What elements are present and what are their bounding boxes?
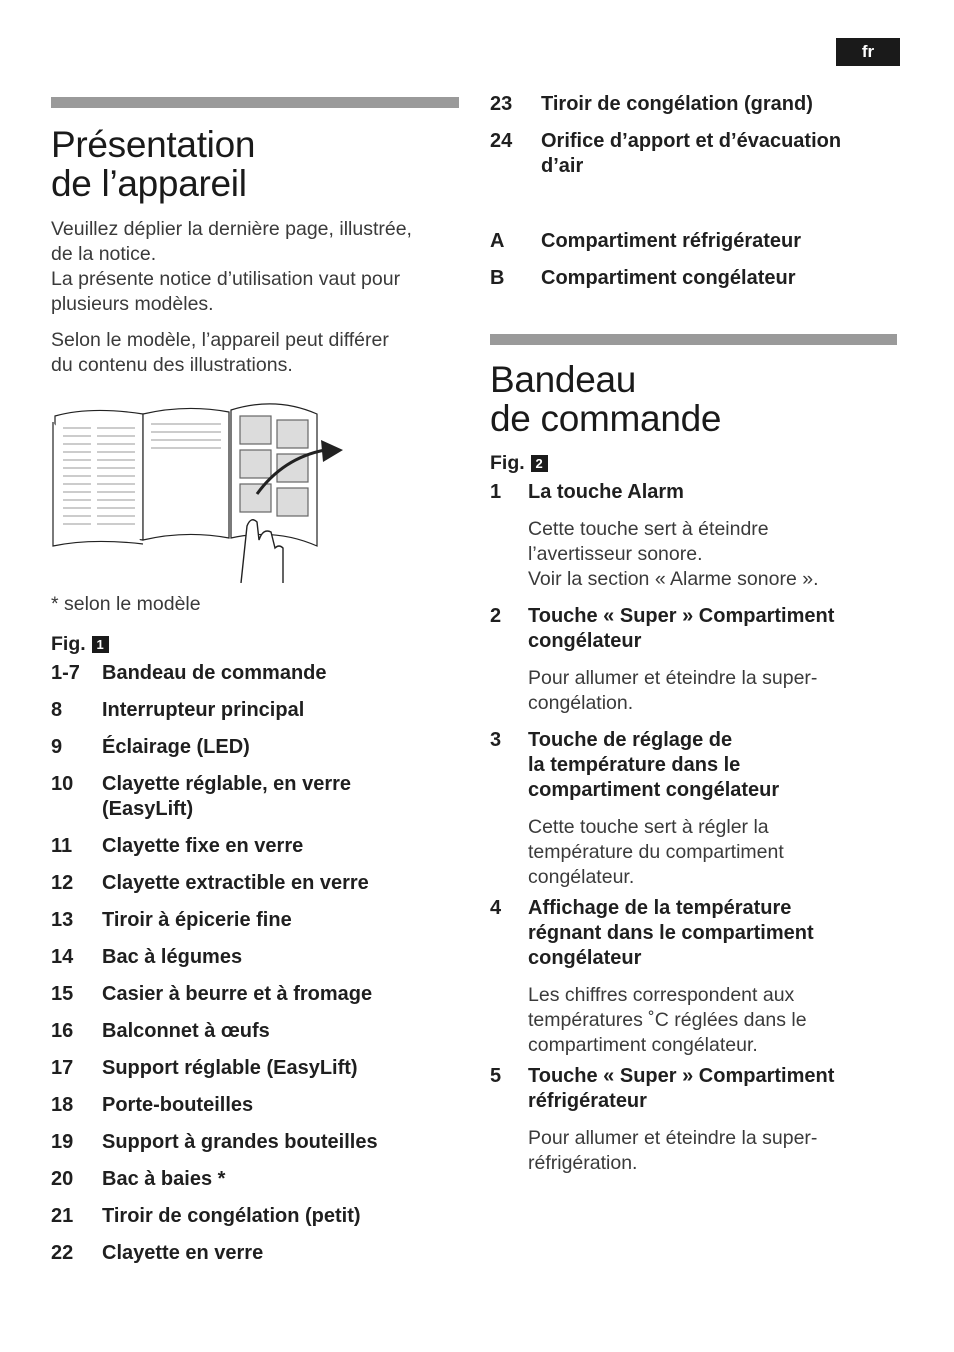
list-item: 24 Orifice d’apport et d’évacuation d’air: [490, 130, 842, 177]
note-text: Selon le modèle, l’appareil peut différer du contenu des illustrations.: [51, 329, 389, 376]
right-column: [490, 92, 900, 1176]
compartments-list: [490, 229, 900, 291]
list-item: 5 Touche « Super » Compartiment réfrigérateur: [490, 1065, 835, 1112]
figure-label: Fig. 1: [51, 633, 459, 656]
control-description: Les chiffres correspondent aux températures ˚C réglées dans le compartiment congélateur.: [528, 984, 807, 1056]
list-item: 1-7 Bandeau de commande: [51, 662, 327, 684]
control-entry: [490, 604, 900, 716]
section-title: [51, 125, 459, 203]
control-description: Pour allumer et éteindre la super- congélation.: [528, 667, 818, 714]
title-line: Bandeau: [490, 359, 637, 400]
list-item: 21 Tiroir de congélation (petit): [51, 1205, 361, 1227]
left-column: [51, 97, 459, 1266]
footnote: * selon le modèle: [51, 593, 201, 615]
control-description: Pour allumer et éteindre la super- réfrigération.: [528, 1127, 818, 1174]
list-item: B Compartiment congélateur: [490, 267, 796, 289]
control-entry: [490, 728, 900, 890]
control-entry: [490, 896, 900, 1058]
figure-label: Fig. 2: [490, 452, 900, 475]
control-entry: [490, 1064, 900, 1176]
figure-number-badge: 1: [92, 636, 109, 653]
list-item: 9 Éclairage (LED): [51, 736, 250, 758]
list-item: 4 Affichage de la température régnant dans le compartiment congélateur: [490, 897, 814, 969]
fold-out-page-illustration: [51, 398, 351, 583]
list-item: 13 Tiroir à épicerie fine: [51, 909, 292, 931]
appliance-parts-list-continued: [490, 92, 900, 179]
figure-number-badge: 2: [531, 455, 548, 472]
list-item: 15 Casier à beurre et à fromage: [51, 983, 373, 1005]
list-item: 16 Balconnet à œufs: [51, 1020, 270, 1042]
list-item: 12 Clayette extractible en verre: [51, 872, 369, 894]
list-item: 3 Touche de réglage de la température dans le compartiment congélateur: [490, 729, 780, 801]
list-item: 2 Touche « Super » Compartiment congélateur: [490, 605, 835, 652]
intro-text: Veuillez déplier la dernière page, illustrée, de la notice. La présente notice d’utilisation vaut pour plusieurs modèles.: [51, 218, 412, 315]
section-title: [490, 360, 900, 438]
appliance-parts-list: [51, 661, 459, 1266]
list-item: 1 La touche Alarm: [490, 481, 684, 503]
list-item: 11 Clayette fixe en verre: [51, 835, 304, 857]
list-item: 22 Clayette en verre: [51, 1242, 264, 1264]
list-item: 8 Interrupteur principal: [51, 699, 305, 721]
list-item: 19 Support à grandes bouteilles: [51, 1131, 378, 1153]
language-badge: fr: [836, 38, 900, 66]
list-item: 17 Support réglable (EasyLift): [51, 1057, 358, 1079]
title-line: Présentation: [51, 124, 256, 165]
list-item: 10 Clayette réglable, en verre (EasyLift): [51, 773, 352, 820]
control-description: Cette touche sert à régler la température du compartiment congélateur.: [528, 816, 784, 888]
list-item: 18 Porte-bouteilles: [51, 1094, 254, 1116]
section-rule: [490, 334, 897, 345]
list-item: 23 Tiroir de congélation (grand): [490, 93, 813, 115]
list-item: 14 Bac à légumes: [51, 946, 243, 968]
list-item: A Compartiment réfrigérateur: [490, 230, 802, 252]
controls-list: [490, 480, 900, 1176]
control-description: Cette touche sert à éteindre l’avertisseur sonore. Voir la section « Alarme sonore ».: [528, 518, 819, 590]
section-rule: [51, 97, 459, 108]
list-item: 20 Bac à baies *: [51, 1168, 226, 1190]
control-entry: [490, 480, 900, 592]
title-line: de commande: [490, 398, 722, 439]
title-line: de l’appareil: [51, 163, 247, 204]
